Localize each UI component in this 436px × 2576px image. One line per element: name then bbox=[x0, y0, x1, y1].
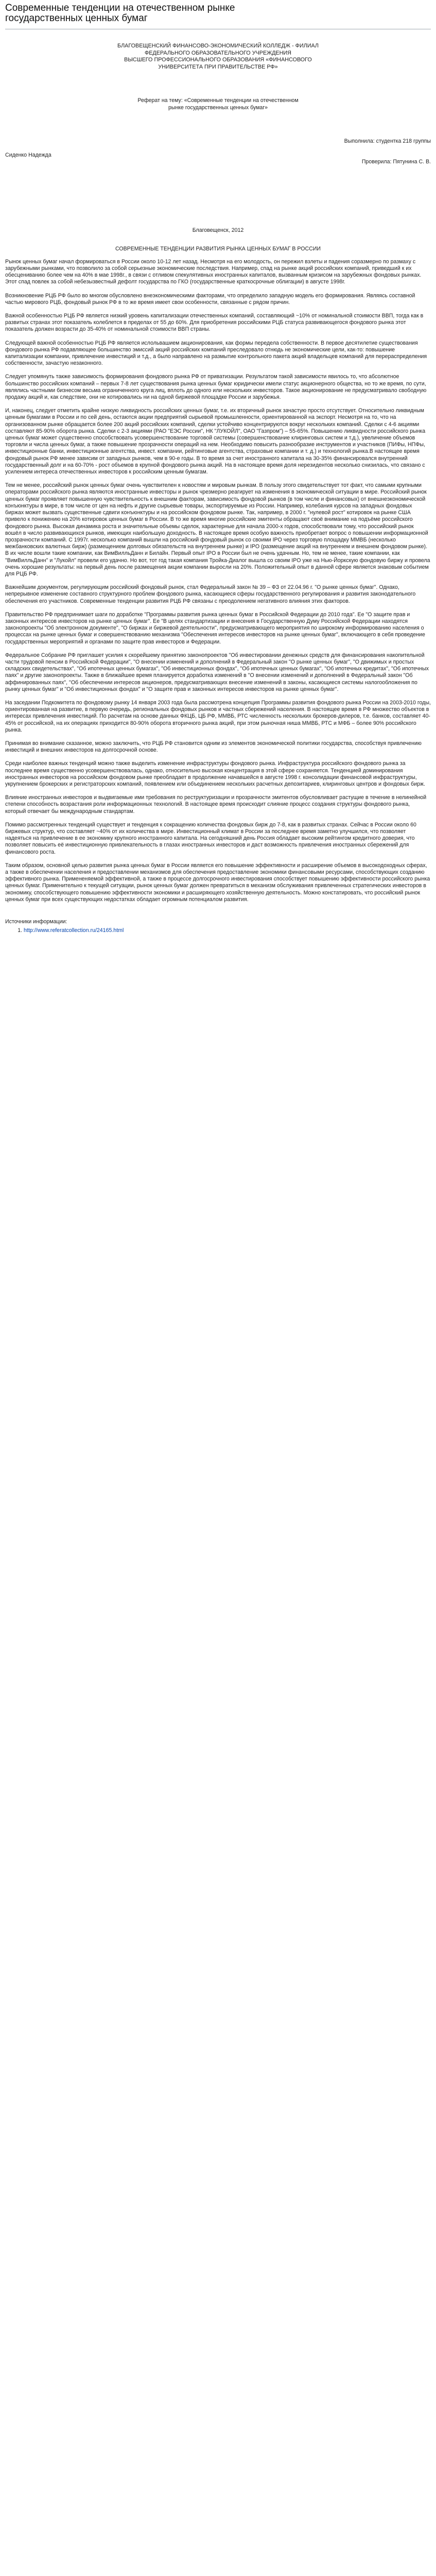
paragraph: Среди наиболее важных тенденций можно также выделить изменение инфраструктуры фондового рынка. Инфраструктура российского фондового рынка за последнее время существенно усовершенствовалась, однако, относительно высокая концентрация в этой сфере сохраняется. Тенденцией доминирования иностранных инвесторов на российском фондовом рынке преобладает в продолжение начавшейся в августе 1998 г. консолидации финансовой инфраструктуры, укрупнением брокерских и регистраторских компаний, появлением или объединением нескольких расчетных депозитариев, клиринговых центров и фондовых бирж. bbox=[5, 760, 425, 787]
report-line: рынке государственных ценных бумаг» bbox=[168, 104, 268, 111]
college-line: ВЫСШЕГО ПРОФЕССИОНАЛЬНОГО ОБРАЗОВАНИЯ «ФИНАНСОВОГО bbox=[124, 57, 312, 63]
paragraph: На заседании Подкомитета по фондовому рынку 14 января 2003 года была рассмотрена концепция Программы развития фондового рынка России на 2003-2010 годы, ориентированная на развитие, в первую очередь, региональных фондовых рынков и частных сбережений населения. В настоящее время в РФ множество объектов в интересах привлечения инвестиций. По расчетам на основе данных ФКЦБ, ЦБ РФ, ММВБ, РТС численность нескольких брокеров-дилеров, т.е. банков, составляет 40-45% от российской, на их операциях приходится 80-90% оборота вторичного рынка акций, при этом рыночная ниша ММВБ, РТС и МФБ – более 90% российского рынка. bbox=[5, 699, 431, 733]
paragraph: Следующей важной особенностью РЦБ РФ является ислольвашием акционирования, как формы передела собственности. В первое десятилетие существования фондового рынка РФ подавляющее большинство эмиссий акций российских компаний преследовало отнюдь не экономические цели, как-то: повышение капитализации компании, привлечение инвестиций и т.д., а было направлено на размытие контрольного пакета акций владельцев компаний для перераспределения собственности, зачастую незаконного. bbox=[5, 340, 427, 367]
checked-by: Проверила: Пятунина С. В. bbox=[361, 159, 431, 165]
paragraph: Тем не менее, российский рынок ценных бумаг очень чувствителен к новостям и мировым рынкам. В пользу этого свидетельствует тот факт, что самыми крупными операторами российского рынка являются иностранные инвесторы и рынок чрезмерно реагирует на изменения в экономической ситуации в мире. Российский рынок ценных бумаг проявляет повышенную чувствительность к внешним факторам, зависимость фондовой рынков (в том числе и финансовых) от внешнеэкономической конъюнктуры в мире, в том числе от цен на нефть и другие сырьевые товары, экспортируемые из России. Например, колебания курсов на западных фондовых биржах может вызвать существенные сдвиги конъюнктуры и на российском фондовом рынке. Так, например, в 2000 г. "нулевой рост" котировок на рынке США привело к понижению на 20% котировок ценных бумаг в России. В то же время многие российские эмитенты обращают своё внимание на подъёме российского фондового рынка. Высокая динамика роста и значительные объемы сделок, характерные для начала 2000-х годов, способствовали тому, что российский рынок вошёл в число развивающихся рынков, имеющих наибольшую доходность. В настоящее время особую важность приобретает вопрос о повышении информационной прозрачности компаний. С 1997г. несколько компаний вышли на российский фондовый рынок со своими IPO через торговую площадку ММВБ (несколько межбанковских валютных бирж) (размещением долговых обязательств на внутреннем рынке) и IPO (размещение акций на внутреннем и внешнем фондовом рынке). В их числе вошли такие компании, как ВимВилльДанн и Билайн. Первый опыт IPO в России был не очень удачным. Но, тем не менее, такие компании, как "ВимВилльДанн" и "Лукойл" провели его удачно. Но вот, тот год такая компания Тройка-Диалог вышла со своим IPO уже на Нью-Йоркскую фондовую биржу и провела очень хорошие результаты: на первый день после размещения акции компании выросли на 20%. Положительный опыт в данной сфере является знаковым событием для РЦБ РФ. bbox=[5, 482, 430, 577]
page-title: Современные тенденции на отечественном рынке государственных ценных бумаг bbox=[5, 3, 235, 24]
sources-title: Источники информации: bbox=[5, 919, 67, 925]
sources-list bbox=[5, 927, 431, 934]
paragraph: Следует упомянуть также зависимость формирования фондового рынка РФ от приватизации. Результатом такой зависимости явилось то, что абсолютное большинство российских компаний – первых 7-8 лет существования рынка ценных бумаг юридически имели статус акционерного общества, но то же время, по сути, являлись частными бизнесом весьма ограниченного круга лиц, вплоть до одного или нескольких инвесторов. Такое акционирование не предусматривало свободную продажу акций и, как следствие, они не котировались ни на одной биржевой площадке России и зарубежья. bbox=[5, 374, 427, 401]
paragraph: Принимая во внимание сказанное, можно заключить, что РЦБ РФ становится одним из элементов экономической политики государства, способствуя привлечению инвестиций и внешних инвесторов на долгосрочной основе. bbox=[5, 740, 422, 754]
college-line: УНИВЕРСИТЕТА ПРИ ПРАВИТЕЛЬСТВЕ РФ» bbox=[158, 63, 278, 70]
report-topic bbox=[5, 97, 431, 111]
source-link[interactable]: http://www.referatcollection.ru/24165.html bbox=[24, 927, 124, 934]
paragraph: Важной особенностью РЦБ РФ является низкий уровень капитализации отечественных компаний, составляющий ~10% от номинальной стоимости ВВП, тогда как в развитых странах этот показатель колеблется в пределах от 55 до 60%. Для приобретения российскими РЦБ статуса развивающегося фондового рынка этот показатель должен возрасти до 35-40% от номинальной стоимости ВВП страны. bbox=[5, 313, 424, 333]
paragraph: Возникновение РЦБ РФ было во многом обусловлено внеэкономическими факторами, что определило западную модель его формирования. Являясь составной частью мирового РЦБ, фондовый рынок РФ в то же время имеет свои особенности, связанные с рядом причин. bbox=[5, 292, 415, 306]
source-item bbox=[24, 927, 431, 934]
paragraph: Важнейшим документом, регулирующим российский фондовый рынок, стал Федеральный закон № 39 – ФЗ от 22.04.96 г. "О рынке ценных бумаг". Однако, непрерывное изменение составного структурного проблем фондового рынка, касающиеся сферы государственного регулирования и развития законодательного обеспечения его участников. Современные тенденции развития РЦБ РФ связаны с преодолением негативного влияния этих факторов. bbox=[5, 584, 416, 604]
city-year: Благовещенск, 2012 bbox=[192, 227, 244, 234]
section-title: СОВРЕМЕННЫЕ ТЕНДЕНЦИИ РАЗВИТИЯ РЫНКА ЦЕННЫХ БУМАГ В РОССИИ bbox=[115, 245, 321, 252]
college-line: ФЕДЕРАЛЬНОГО ОБРАЗОВАТЕЛЬНОГО УЧРЕЖДЕНИЯ bbox=[145, 49, 291, 56]
body-text bbox=[5, 259, 431, 903]
paragraph: И, наконец, следует отметить крайне низкую ликвидность российских ценных бумаг, т.е. их вторичный рынок зачастую просто отсутствует. Относительно ликвидным ценным бумагами в России и по сей день, остаются акции предприятий сырьевой промышленности, ориентированной на экспорт. Несмотря на то, что на организованном рынке обращается более 200 акций российских компаний, сделки устойчиво концентрируются вокруг нескольких компаний. Сделки с 4-6 акциями составляют 85-90% оборота рынка. Сделки с 2-3 акциями (РАО "ЕЭС России", НК "ЛУКОЙЛ", ОАО "Газпром") – 55-65%. Повышению ликвидности российского рынка ценных бумаг может существенно способствовать усовершенствование торговой системы (совершенствование клиринговых систем и т.д.), увеличение объемов торговли и числа ценных бумаг, а также повышение прозрачности операций на нем. Необходимо повысить разнообразие инструментов и участников (ПИФы, НПФы, инвестиционные банки, инвестиционные агентства, инвест. компании, рейтинговые агентства, страховые компании и т. д.) и технологий рынка.В настоящее время фондовый рынок РФ менее зависим от западных рынков, чем в 90-е годы. В то время за счет иностранного капитала на 30-35% финансировался внутренний государственный долг и на 60-70% - рост объемов в крупной фондового рынка акций. На в настоящее время доля нерезидентов несколько снизилась, что связано с усилением интереса отечественных инвесторов к российским ценным бумагам. bbox=[5, 408, 426, 476]
student-name: Сиденко Надежда bbox=[5, 151, 51, 158]
paragraph: Рынок ценных бумаг начал формироваться в России около 10-12 лет назад. Несмотря на его молодость, он пережил взлеты и падения соразмерно по размаху с зарубежными рынками, что позволило за собой серьезные экономические последствия. Например, спад на рынке акций российских компаний, приведший к их обесцениванию более чем на 40% в мае 1998г., в связи с отливом спекулятивных иностранных капиталов, вызванным кризисом на зарубежных фондовых рынках. Этот спад повлек за собой небезызвестный дефолт государства по ГКО (государственные краткосрочные облигации) в августе 1998г. bbox=[5, 258, 422, 285]
college-header bbox=[84, 43, 352, 71]
college-line: БЛАГОВЕЩЕНСКИЙ ФИНАНСОВО-ЭКОНОМИЧЕСКИЙ КОЛЛЕДЖ - ФИЛИАЛ bbox=[117, 43, 319, 49]
paragraph: Правительство РФ предпринимает шаги по доработке "Программы развития рынка ценных бумаг в Российской Федерации до 2010 года". Ее "О защите прав и законных интересов инвесторов на рынке ценных бумаг". Ее "В целях стандартизации и внесения в Государственную Думу Российской Федерации находятся законопроекты "Об электронном документе", "О биржах и биржевой деятельности", предусматривающего мероприятия по широкому информированию населения о процессах на рынке ценных бумаг и совершенствованию механизма "Обеспечения интересов инвесторов на рынке ценных бумаг", включающего в себя проведение государственных мероприятий и органами по защите прав инвесторов и Федерации. bbox=[5, 611, 425, 645]
paragraph: Помимо рассмотренных тенденций существует и тенденция к сокращению количества фондовых бирж до 7-8, как в развитых странах. Сейчас в России около 60 биржевых структур, что составляет ~40% от их количества в мире. Инвестиционный климат в России за последнее время заметно улучшился, что позволяет надеяться на привлечение в ее экономику крупного иностранного капитала. На сегодняшний день Россия обладает высоким рейтингом кредитного доверия, что позволяет повысить её инвестиционную привлекательность в глазах иностранных инвесторов и даст возможность привлечения иностранных сбережений для финансового роста. bbox=[5, 821, 416, 855]
performed-by: Выполнила: студентка 218 группы bbox=[344, 138, 431, 144]
document-page bbox=[0, 0, 436, 944]
report-line: Реферат на тему: «Современные тенденции на отечественном bbox=[137, 97, 299, 104]
paragraph: Таким образом, основной целью развития рынка ценных бумаг в России является его повышение эффективности и расширение объемов в высокодоходных сферах, а также в обеспечении населения и предоставлении механизмов для обеспечения предоставление экономики финансовыми ресурсами, способствующих созданию эффективного рынка. Примененяемой эффективной, а также в процессе долгосрочного инвестирования способствует повышению эффективности российского рынка ценных бумаг. Применительно к текущей ситуации, рынок ценных бумаг должен превратиться в механизм обслуживания привлеченных стратегических инвесторов в экономику, способствующего повышению эффективности экономики и расширяющего хозяйственную деятельность. Можно констатировать, что российский рынок ценных бумаг при всех существующих недостатках обладает огромным потенциалом развития. bbox=[5, 862, 430, 903]
paragraph: Влияние иностранных инвесторов и выдвигаемые ими требования по реструктуризации и прозрачности эмитентов обусловливает растущие в течение в нелинейной степени способность возрастания роли информационных технологий. В настоящее время происходит слияние процесс создания структуры фондового рынка, который отвечает бы международным стандартам. bbox=[5, 794, 427, 815]
paragraph: Федеральное Собрание РФ приглашет усилия к скорейшему принятию законопроектов "Об инвестировании денежных средств для финансирования накопительной части трудовой пенсии в Российской Федерации", "О внесении изменений и дополнений в Федеральный закон "О рынке ценных бумаг", "О движимых и простых складских свидетельствах", "Об ипотечных ценных бумагах", "Об инвестиционных фондах", "Об ипотечных ценных бумагах", "Об ипотечных кредитах", "Об ипотечных паях" и другие законопроекты. Также в ближайшее время планируется доработка изменений в "О внесении изменений и дополнений в Федеральный закон "Об аффинированных паях", "Об обеспечении интересов акционеров, предусматривающих внесение изменений в законы, касающиеся системы налогообложения по рынку ценных бумаг" и "Об инвестиционных фондах" и "О защите прав и законных интересов инвесторов на рынке ценных бумаг". bbox=[5, 652, 429, 692]
